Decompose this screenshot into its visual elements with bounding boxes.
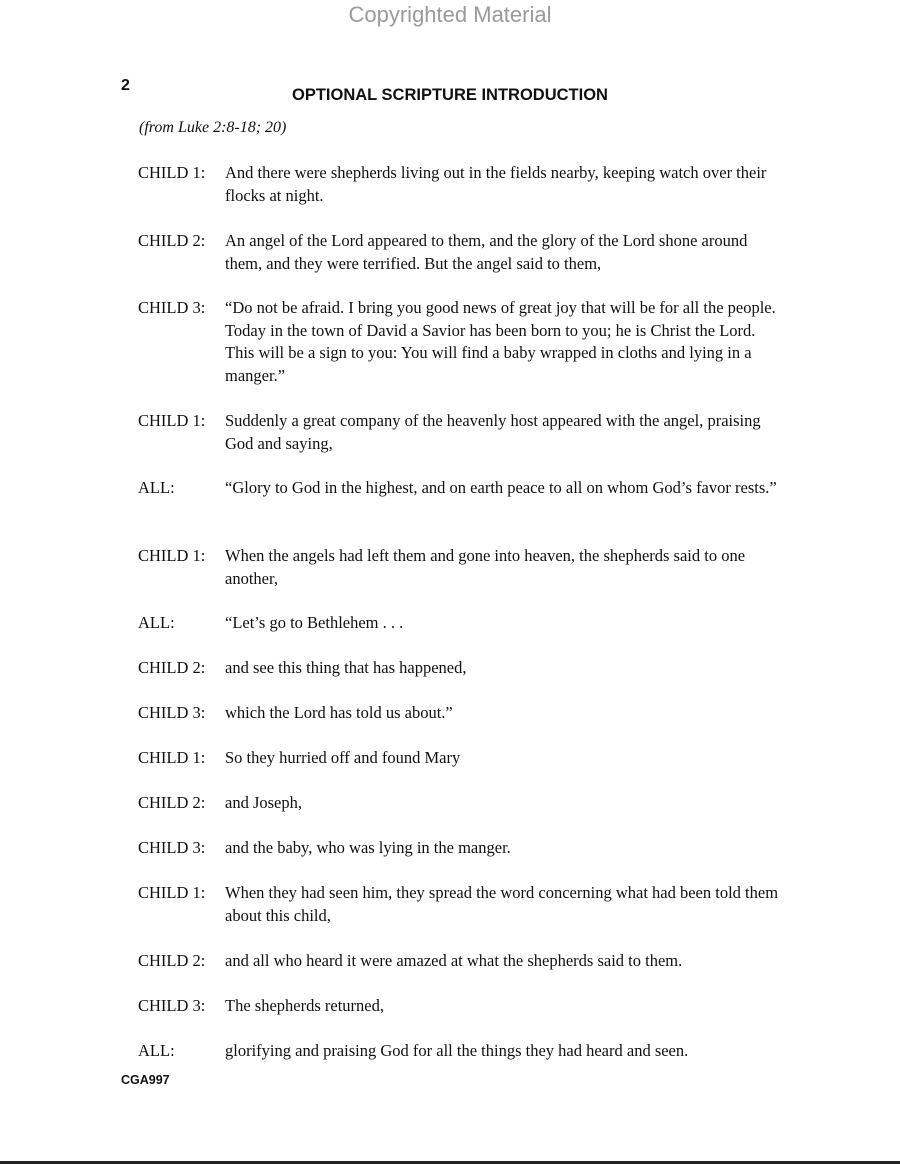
line-text: and all who heard it were amazed at what the shepherds said to them.: [225, 951, 683, 970]
speaker-label: CHILD 3:: [138, 703, 206, 722]
line-text: Suddenly a great company of the heavenly host appeared with the angel, praising God and saying,: [225, 411, 761, 453]
speaker-label: CHILD 3:: [138, 838, 206, 857]
page-number: 2: [121, 77, 130, 94]
line-text: The shepherds returned,: [225, 996, 384, 1015]
line-text: and Joseph,: [225, 793, 302, 812]
line-text: and see this thing that has happened,: [225, 658, 467, 677]
line-text: and the baby, who was lying in the manger.: [225, 838, 511, 857]
speaker-label: CHILD 1:: [138, 163, 206, 182]
speaker-label: CHILD 2:: [138, 951, 206, 970]
speaker-label: CHILD 2:: [138, 658, 206, 677]
scripture-reference: (from Luke 2:8-18; 20): [139, 119, 287, 136]
speaker-label: CHILD 2:: [138, 231, 206, 250]
line-text: An angel of the Lord appeared to them, and the glory of the Lord shone around them, and they were terrified. But the angel said to them,: [225, 231, 748, 273]
speaker-label: CHILD 2:: [138, 793, 206, 812]
catalog-code: CGA997: [121, 1073, 170, 1087]
line-text: “Let’s go to Bethlehem . . .: [225, 613, 404, 632]
speaker-label: CHILD 3:: [138, 996, 206, 1015]
copyright-watermark: Copyrighted Material: [348, 2, 552, 27]
speaker-label: CHILD 1:: [138, 411, 206, 430]
line-text: And there were shepherds living out in the fields nearby, keeping watch over their flocks at night.: [225, 163, 767, 205]
speaker-label: ALL:: [138, 1041, 175, 1060]
line-text: “Glory to God in the highest, and on earth peace to all on whom God’s favor rests.”: [225, 478, 777, 497]
speaker-label: CHILD 1:: [138, 748, 206, 767]
speaker-label: CHILD 1:: [138, 546, 206, 565]
line-text: “Do not be afraid. I bring you good news of great joy that will be for all the people. Today in the town of David a Savior has been born to you; he is Christ the Lord. This will be a sign to you: You will find a baby wrapped in cloths and lying in a manger.”: [225, 298, 776, 385]
speaker-label: CHILD 3:: [138, 298, 206, 317]
speaker-label: ALL:: [138, 478, 175, 497]
line-text: When they had seen him, they spread the word concerning what had been told them about this child,: [225, 883, 779, 925]
page-title: OPTIONAL SCRIPTURE INTRODUCTION: [292, 86, 608, 104]
line-text: So they hurried off and found Mary: [225, 748, 461, 767]
line-text: which the Lord has told us about.”: [225, 703, 453, 722]
speaker-label: ALL:: [138, 613, 175, 632]
line-text: When the angels had left them and gone into heaven, the shepherds said to one another,: [225, 546, 746, 588]
line-text: glorifying and praising God for all the things they had heard and seen.: [225, 1041, 689, 1060]
speaker-label: CHILD 1:: [138, 883, 206, 902]
